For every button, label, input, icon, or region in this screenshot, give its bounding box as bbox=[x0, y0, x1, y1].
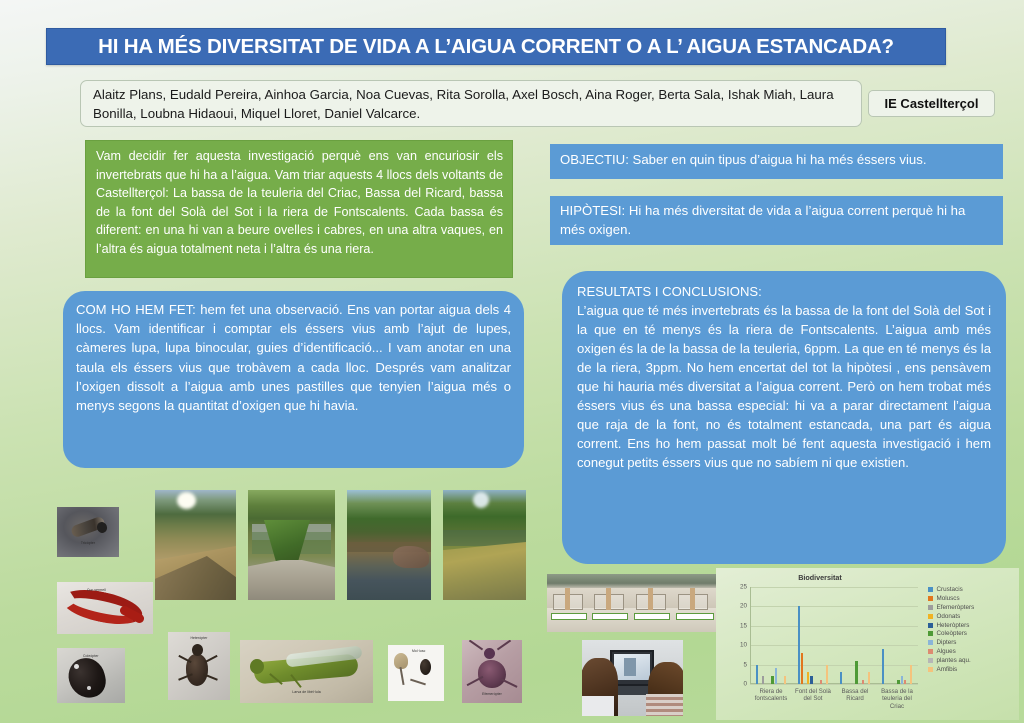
chart-bar bbox=[897, 680, 899, 684]
photo-specimen-worm bbox=[57, 582, 153, 634]
hypothesis-box bbox=[550, 196, 1003, 245]
authors-box bbox=[80, 80, 862, 127]
photo-site-riera-fontscalents bbox=[155, 490, 236, 600]
page-title: HI HA MÉS DIVERSITAT DE VIDA A L’AIGUA CORRENT O A L’ AIGUA ESTANCADA? bbox=[98, 34, 894, 58]
results-text: L’aigua que té més invertebrats és la bassa de la font del Solà del Sot i la que en té menys és la riera de Fontscalents. L’aigua amb més oxigen és la de la bassa de la teuleria, 6ppm. La que en té menys és la de la riera, 3ppm. No hem encertat del tot la hipòtesi , ens pensàvem que hi hauria més diversitat a l’aigua corrent. Però on hem trobat més éssers vius és una bassa especial: hi va a parar directament l’aigua que raja de la font, no és totalment estancada, una part és aigua corrent. Ens ho hem passat molt bé fent aquesta investigació i hem conegut petits éssers vius que no sabíem ni que existien. bbox=[577, 303, 991, 471]
photo-students-microscope bbox=[582, 640, 683, 716]
chart-y-tick: 25 bbox=[739, 583, 747, 591]
legend-swatch-icon bbox=[928, 649, 933, 654]
photo-caption: Efemeròpter bbox=[482, 692, 502, 696]
chart-legend-label: Efemeròpters bbox=[936, 603, 975, 611]
chart-legend-item bbox=[928, 604, 1018, 611]
introduction-text: Vam decidir fer aquesta investigació perquè ens van encuriosir els invertebrats que hi ha a l’aigua. Vam triar aquests 4 llocs dels voltants de Castellterçol: La bassa de la teuleria del Criac, Bassa del Ricard, bassa de la font del Solà del Sot i la riera de Fontscalents. Cada bassa és diferent: en una hi van a beure ovelles i cabres, en una altra vaques, en l’altra és aigua totalment neta i l’altra és una riera. bbox=[96, 149, 503, 256]
legend-swatch-icon bbox=[928, 623, 933, 628]
chart-gridline bbox=[750, 684, 918, 685]
results-box bbox=[562, 271, 1006, 564]
chart-y-tick: 15 bbox=[739, 622, 747, 630]
chart-legend-item bbox=[928, 639, 1018, 646]
chart-bar bbox=[862, 680, 864, 684]
chart-legend bbox=[928, 586, 1018, 675]
chart-legend-label: Coleòpters bbox=[936, 630, 967, 638]
photo-specimen-mollusc bbox=[388, 645, 444, 701]
chart-gridline bbox=[750, 626, 918, 627]
photo-caption: Mol·lusc bbox=[412, 649, 426, 653]
school-box bbox=[868, 90, 995, 117]
photo-site-bassa-teuleria bbox=[248, 490, 335, 600]
chart-legend-item bbox=[928, 613, 1018, 620]
chart-y-tick: 10 bbox=[739, 641, 747, 649]
photo-specimen-dragonfly-larva bbox=[240, 640, 373, 703]
objective-box bbox=[550, 144, 1003, 179]
chart-bar bbox=[756, 665, 758, 684]
chart-bar bbox=[762, 676, 764, 684]
chart-legend-label: Amfibis bbox=[936, 666, 958, 674]
chart-y-tick: 0 bbox=[743, 680, 747, 688]
poster-title-bar bbox=[46, 28, 946, 65]
chart-legend-label: Algues bbox=[936, 648, 956, 656]
legend-swatch-icon bbox=[928, 631, 933, 636]
chart-bar bbox=[826, 665, 828, 684]
photo-specimen-caddisfly bbox=[57, 507, 119, 557]
legend-swatch-icon bbox=[928, 587, 933, 592]
legend-swatch-icon bbox=[928, 667, 933, 672]
chart-legend-item bbox=[928, 595, 1018, 602]
photo-caption: Larva de libèl·lula bbox=[292, 690, 321, 694]
chart-bar bbox=[771, 676, 773, 684]
legend-swatch-icon bbox=[928, 658, 933, 663]
chart-legend-item bbox=[928, 666, 1018, 673]
chart-legend-item bbox=[928, 622, 1018, 629]
method-text: COM HO HEM FET: hem fet una observació. Ens van portar aigua dels 4 llocs. Vam identificar i comptar els éssers vius amb l’ajut de lupes, càmeres lupa, lupa binocular, guies d’identificació... I vam anotar en una taula els éssers vius que trobàvem a cada lloc. Després vam analitzar l’oxigen dissolt a l’aigua amb unes pastilles que tenyien l’aigua més o menys segons la quantitat d’oxigen que hi havia. bbox=[76, 302, 511, 413]
photo-site-font-sola-sot bbox=[443, 490, 526, 600]
method-box bbox=[63, 291, 524, 468]
introduction-box bbox=[85, 140, 513, 278]
biodiversity-chart bbox=[716, 568, 1019, 720]
school-name: IE Castellterçol bbox=[884, 96, 979, 111]
chart-legend-label: Crustacis bbox=[936, 586, 963, 593]
chart-gridline bbox=[750, 606, 918, 607]
chart-bar bbox=[798, 606, 800, 684]
chart-bar bbox=[784, 676, 786, 684]
photo-site-bassa-ricard bbox=[347, 490, 431, 600]
photo-specimen-mayfly bbox=[462, 640, 522, 703]
chart-x-label: Font del Solà del Sot bbox=[795, 688, 831, 703]
photo-specimen-bug bbox=[168, 632, 230, 700]
chart-legend-item bbox=[928, 657, 1018, 664]
legend-swatch-icon bbox=[928, 605, 933, 610]
chart-bar bbox=[904, 680, 906, 684]
chart-bar bbox=[901, 676, 903, 684]
chart-gridline bbox=[750, 645, 918, 646]
legend-swatch-icon bbox=[928, 640, 933, 645]
chart-title: Biodiversitat bbox=[798, 573, 842, 582]
chart-legend-label: Moluscs bbox=[936, 594, 960, 602]
photo-caption: Coleòpter bbox=[83, 654, 99, 658]
chart-legend-label: plantes aqu. bbox=[936, 657, 971, 665]
chart-legend-label: Dipters bbox=[936, 639, 957, 647]
chart-legend-item bbox=[928, 630, 1018, 637]
photo-lab-samples bbox=[547, 574, 717, 632]
chart-legend-label: Heteròpters bbox=[936, 621, 970, 629]
chart-y-axis bbox=[750, 587, 751, 684]
chart-x-label: Bassa de la teuleria del Criac bbox=[881, 688, 913, 710]
chart-bar bbox=[868, 672, 870, 684]
chart-bar bbox=[855, 661, 857, 684]
chart-gridline bbox=[750, 665, 918, 666]
chart-bar bbox=[840, 672, 842, 684]
chart-bar bbox=[820, 680, 822, 684]
chart-bar bbox=[775, 668, 777, 684]
chart-bar bbox=[807, 672, 809, 684]
photo-caption: Cuc vermell bbox=[87, 588, 106, 592]
legend-swatch-icon bbox=[928, 614, 933, 619]
legend-swatch-icon bbox=[928, 596, 933, 601]
chart-x-label: Bassa del Ricard bbox=[841, 688, 869, 703]
photo-specimen-beetle-dark bbox=[57, 648, 125, 703]
chart-bar bbox=[882, 649, 884, 684]
chart-y-tick: 5 bbox=[743, 661, 747, 669]
photo-caption: Heteròpter bbox=[190, 636, 208, 640]
chart-x-label: Riera de fontscalents bbox=[754, 688, 788, 703]
chart-plot-area bbox=[739, 583, 918, 710]
chart-legend-item bbox=[928, 586, 1018, 593]
chart-gridline bbox=[750, 587, 918, 588]
results-heading: RESULTATS I CONCLUSIONS: bbox=[577, 284, 762, 299]
chart-y-tick: 20 bbox=[739, 602, 747, 610]
chart-legend-item bbox=[928, 648, 1018, 655]
chart-legend-label: Odonats bbox=[936, 612, 961, 620]
chart-bar bbox=[910, 665, 912, 684]
photo-caption: Tricòpter bbox=[80, 541, 96, 545]
hypothesis-text: HIPÒTESI: Hi ha més diversitat de vida a l’aigua corrent perquè hi ha més oxigen. bbox=[560, 203, 966, 237]
objective-text: OBJECTIU: Saber en quin tipus d’aigua hi ha més éssers vius. bbox=[560, 152, 927, 167]
chart-bar bbox=[801, 653, 803, 684]
authors-list: Alaitz Plans, Eudald Pereira, Ainhoa Garcia, Noa Cuevas, Rita Sorolla, Axel Bosch, Aina Roger, Berta Sala, Ishak Miah, Laura Bonilla, Loubna Hidaoui, Miquel Lloret, Daniel Valcarce. bbox=[93, 87, 834, 121]
chart-bar bbox=[810, 676, 812, 684]
